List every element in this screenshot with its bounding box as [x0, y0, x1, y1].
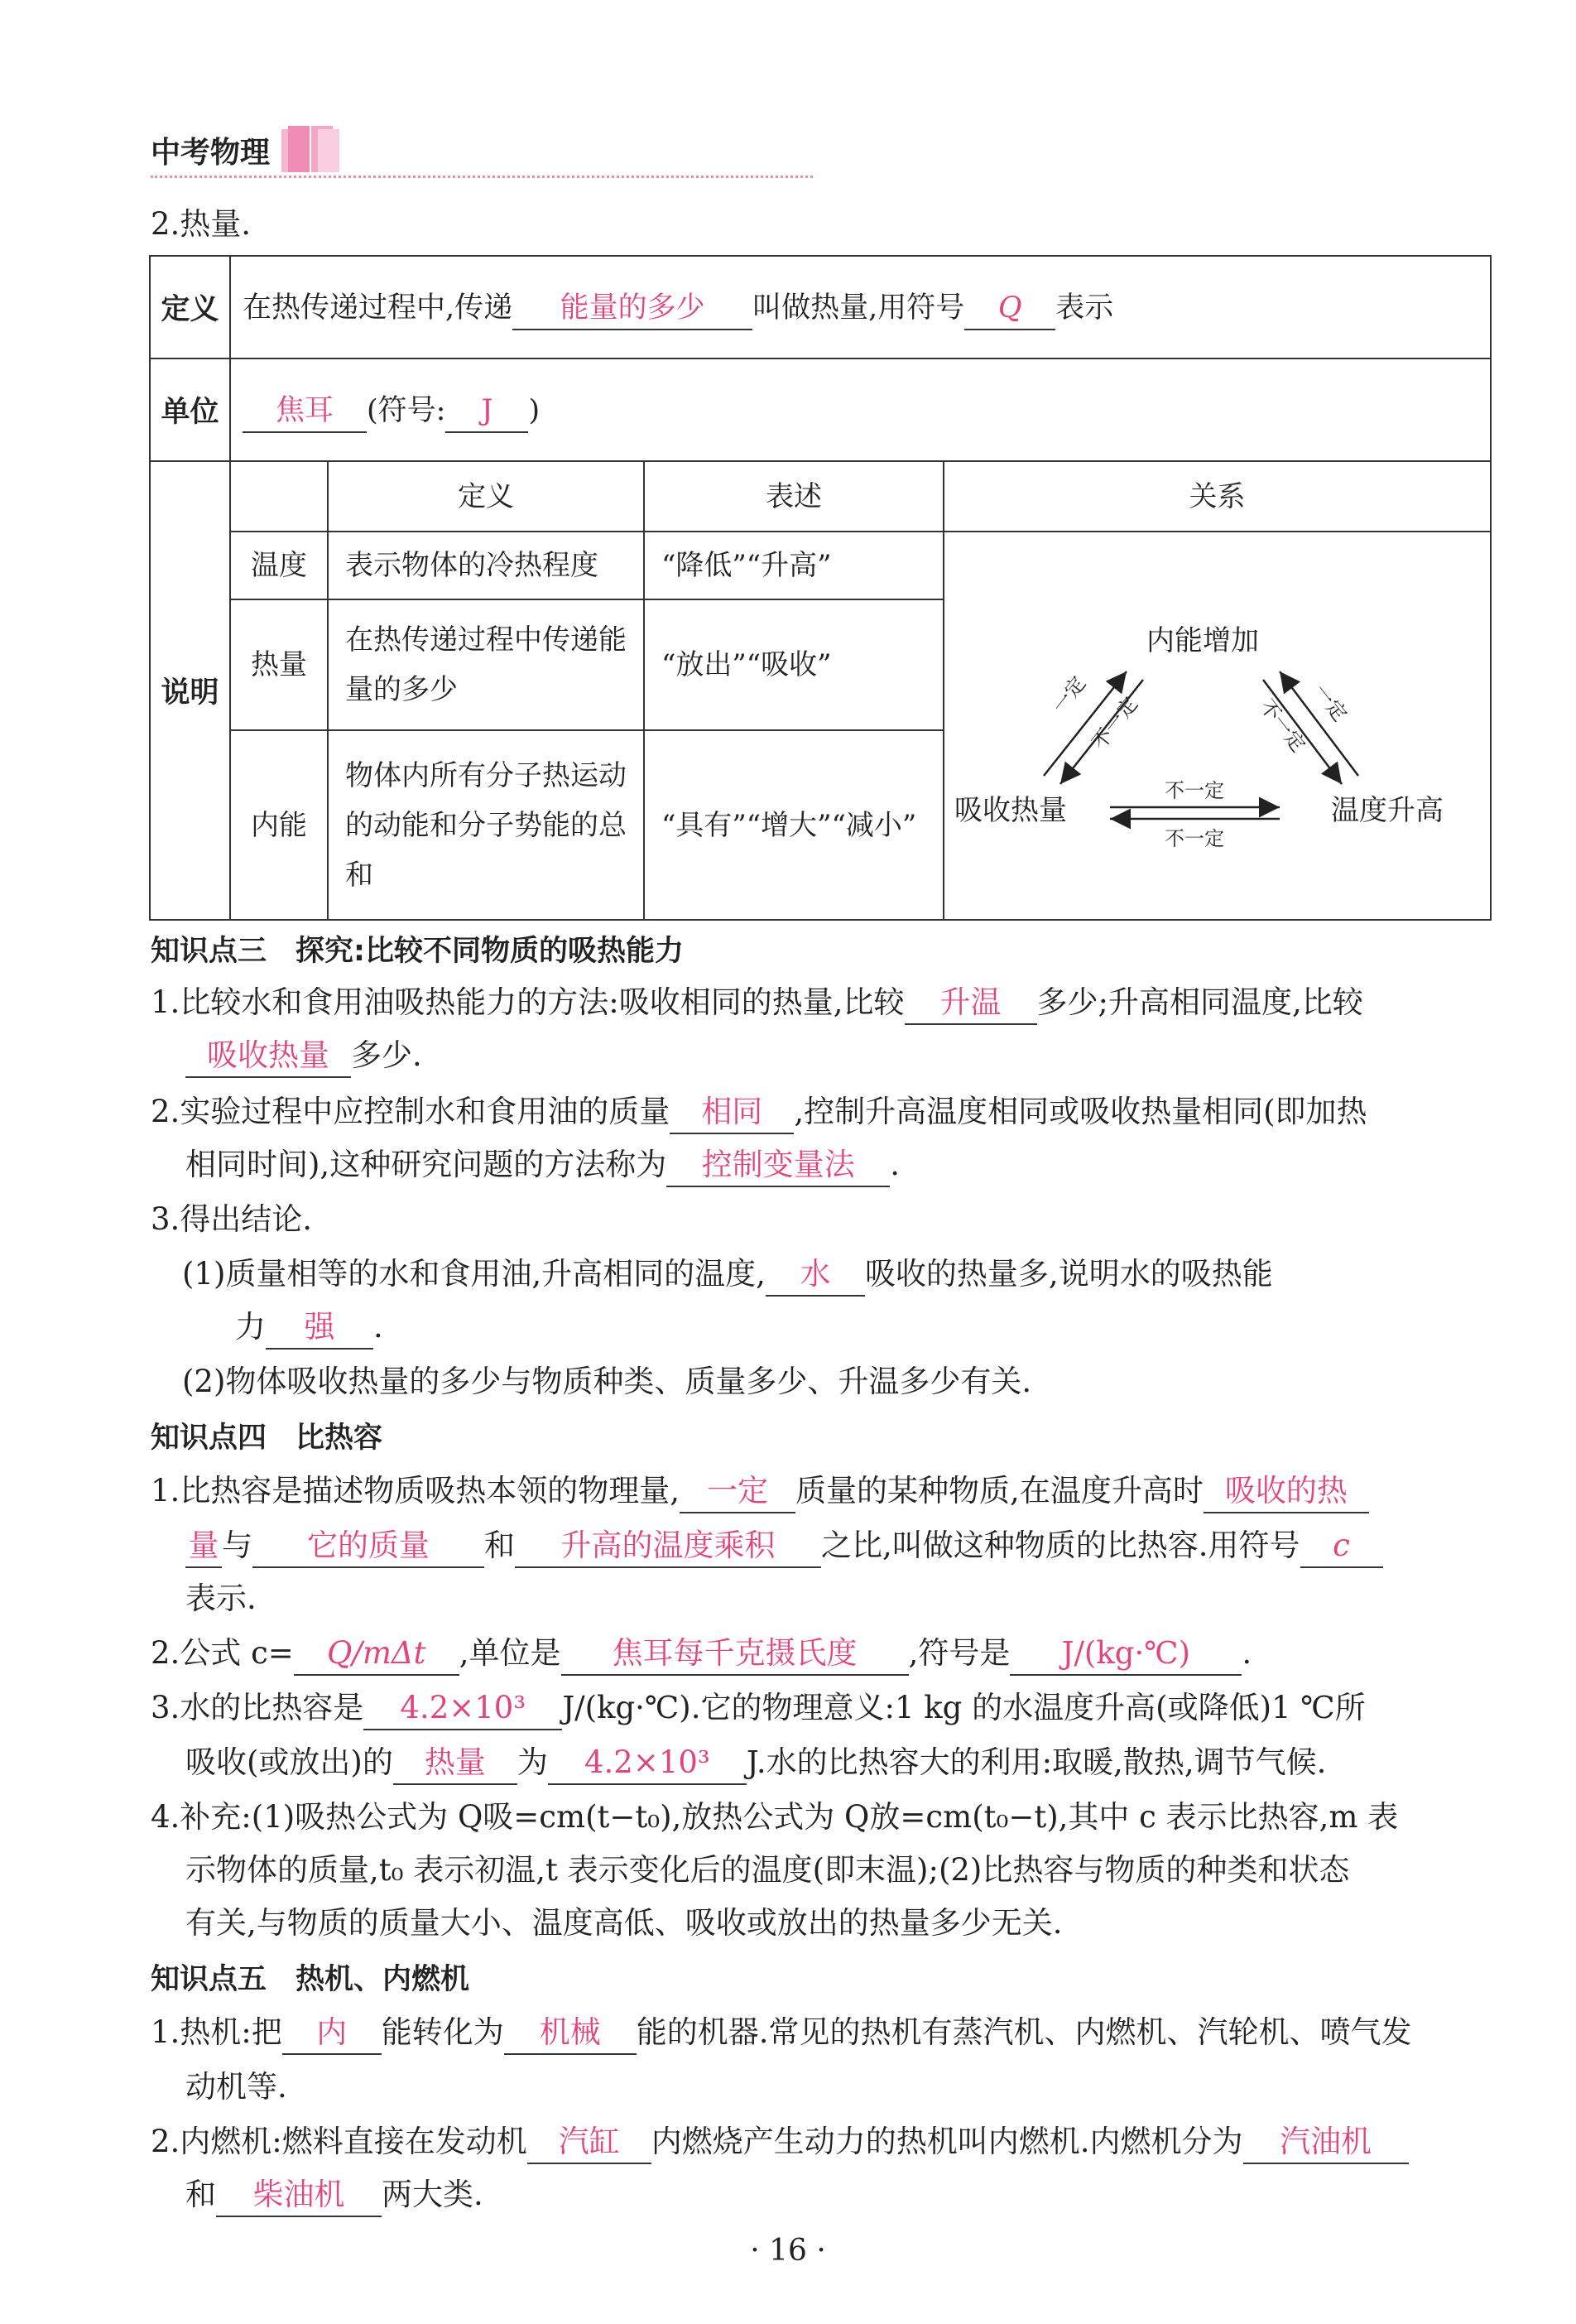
answer-blank: J — [445, 390, 528, 433]
answer-blank: 吸收热量 — [185, 1035, 351, 1078]
page-number: · 16 · — [750, 2234, 826, 2268]
row-label: 温度 — [231, 532, 328, 599]
answer-blank: 相同 — [670, 1091, 794, 1134]
k4-item3-line2: 吸收(或放出)的 热量 为 4.2×10³ J.水的比热容大的利用:取暖,散热,调节气候. — [185, 1737, 1326, 1788]
unit-label: 单位 — [150, 358, 230, 461]
answer-blank: 升高的温度乘积 — [515, 1525, 821, 1568]
explanation-cell — [230, 461, 1491, 920]
heat-table — [149, 255, 1492, 921]
k3-item1-line2: 吸收热量 多少. — [185, 1030, 422, 1081]
k5-item2-line1: 2.内燃机:燃料直接在发动机 汽缸 内燃烧产生动力的热机叫内燃机.内燃机分为 汽油机 — [151, 2116, 1409, 2168]
row-label: 内能 — [231, 730, 328, 919]
section-heading: 2.热量. — [151, 206, 252, 242]
row-expr: “具有”“增大”“减小” — [644, 730, 944, 919]
header-divider — [151, 176, 813, 178]
answer-blank: 升温 — [905, 982, 1037, 1025]
answer-blank: Q/mΔt — [294, 1633, 459, 1676]
answer-blank: 吸收的热 — [1204, 1470, 1369, 1513]
row-label: 热量 — [231, 599, 328, 730]
answer-blank: 汽油机 — [1243, 2121, 1409, 2164]
unit-cell: 焦耳 (符号: J ) — [230, 358, 1491, 461]
answer-blank: 热量 — [393, 1742, 517, 1785]
k3-item3-1-line1: (1)质量相等的水和食用油,升高相同的温度, 水 吸收的热量多,说明水的吸热能 — [182, 1249, 1273, 1300]
relation-diagram — [944, 532, 1490, 919]
col-header: 定义 — [328, 462, 644, 532]
answer-blank: 控制变量法 — [666, 1144, 890, 1187]
k4-item1-line3: 表示. — [185, 1581, 257, 1616]
answer-blank: 水 — [766, 1253, 865, 1297]
k3-item3-1-line2: 力 强 . — [235, 1302, 383, 1353]
answer-blank: 柴油机 — [216, 2174, 382, 2217]
k4-item1-line2: 量与 它的质量 和 升高的温度乘积 之比,叫做这种物质的比热容.用符号 c — [185, 1520, 1383, 1571]
row-expr: “放出”“吸收” — [644, 599, 944, 730]
answer-blank: 4.2×10³ — [363, 1687, 562, 1730]
k4-item3-line1: 3.水的比热容是 4.2×10³ J/(kg·℃).它的物理意义:1 kg 的水温度升高(或降低)1 ℃所 — [151, 1682, 1366, 1734]
k4-item4-line2: 示物体的质量,t₀ 表示初温,t 表示变化后的温度(即末温);(2)比热容与物质的种类和状态 — [185, 1852, 1350, 1888]
k4-item2: 2.公式 c= Q/mΔt ,单位是 焦耳每千克摄氏度 ,符号是 J/(kg·℃) . — [151, 1628, 1252, 1679]
answer-blank: 4.2×10³ — [548, 1742, 747, 1785]
header-title: 中考物理 — [151, 135, 271, 170]
answer-blank: 量 — [185, 1525, 222, 1568]
answer-blank: 机械 — [504, 2012, 637, 2055]
answer-blank: c — [1300, 1525, 1383, 1568]
k5-item1-line2: 动机等. — [185, 2069, 287, 2105]
concept-table — [231, 462, 1490, 919]
answer-blank: J/(kg·℃) — [1010, 1633, 1242, 1676]
definition-cell: 在热传递过程中,传递 能量的多少 叫做热量,用符号 Q 表示 — [230, 256, 1491, 358]
diagram-left: 吸收热量 — [954, 793, 1067, 827]
answer-blank: 焦耳每千克摄氏度 — [561, 1633, 909, 1676]
col-header: 表述 — [644, 462, 944, 532]
label-left-inner: 不一定 — [1087, 692, 1143, 754]
row-def: 在热传递过程中传递能量的多少 — [328, 599, 644, 730]
label-bottom-bottom: 不一定 — [1165, 826, 1224, 850]
answer-blank: 能量的多少 — [512, 287, 752, 330]
answer-blank: 一定 — [680, 1470, 795, 1513]
label-right-outer: 一定 — [1309, 679, 1352, 726]
section-title-3: 知识点三 探究:比较不同物质的吸热能力 — [151, 935, 684, 968]
answer-blank: 它的质量 — [252, 1525, 484, 1568]
answer-blank: 汽缸 — [527, 2121, 651, 2164]
section-title-5: 知识点五 热机、内燃机 — [151, 1963, 470, 1996]
k5-item2-line2: 和 柴油机 两大类. — [185, 2169, 483, 2221]
explanation-label: 说明 — [150, 461, 230, 920]
section-title-4: 知识点四 比热容 — [151, 1422, 383, 1455]
definition-label: 定义 — [150, 256, 230, 358]
k3-item3: 3.得出结论. — [151, 1201, 313, 1237]
answer-blank: 焦耳 — [243, 390, 367, 433]
label-left-outer: 一定 — [1047, 671, 1091, 718]
k3-item2-line2: 相同时间),这种研究问题的方法称为 控制变量法 . — [185, 1139, 900, 1191]
row-def: 物体内所有分子热运动的动能和分子势能的总和 — [328, 730, 644, 919]
row-expr: “降低”“升高” — [644, 532, 944, 599]
k4-item1-line1: 1.比热容是描述物质吸热本领的物理量, 一定 质量的某种物质,在温度升高时 吸收的热 — [151, 1465, 1369, 1517]
answer-blank: 内 — [282, 2012, 382, 2055]
row-def: 表示物体的冷热程度 — [328, 532, 644, 599]
k4-item4-line3: 有关,与物质的质量大小、温度高低、吸收或放出的热量多少无关. — [185, 1905, 1063, 1941]
answer-blank: Q — [964, 287, 1055, 330]
label-bottom-top: 不一定 — [1165, 778, 1224, 802]
diagram-right: 温度升高 — [1331, 793, 1444, 827]
diagram-top: 内能增加 — [1146, 623, 1259, 657]
k3-item1-line1: 1.比较水和食用油吸热能力的方法:吸收相同的热量,比较 升温 多少;升高相同温度,比较 — [151, 977, 1363, 1028]
k3-item3-2: (2)物体吸收热量的多少与物质种类、质量多少、升温多少有关. — [182, 1364, 1032, 1399]
k5-item1-line1: 1.热机:把 内 能转化为 机械 能的机器.常见的热机有蒸汽机、内燃机、汽轮机、喷气发 — [151, 2007, 1412, 2058]
book-icon — [281, 124, 339, 176]
label-right-inner: 不一定 — [1255, 694, 1310, 756]
page-header — [151, 124, 339, 176]
answer-blank: 强 — [266, 1306, 373, 1350]
k3-item2-line1: 2.实验过程中应控制水和食用油的质量 相同 ,控制升高温度相同或吸收热量相同(即加热 — [151, 1086, 1367, 1138]
col-header: 关系 — [944, 462, 1490, 532]
k4-item4-line1: 4.补充:(1)吸热公式为 Q吸=cm(t−t₀),放热公式为 Q放=cm(t₀−t),其中 c 表示比热容,m 表 — [151, 1799, 1399, 1835]
